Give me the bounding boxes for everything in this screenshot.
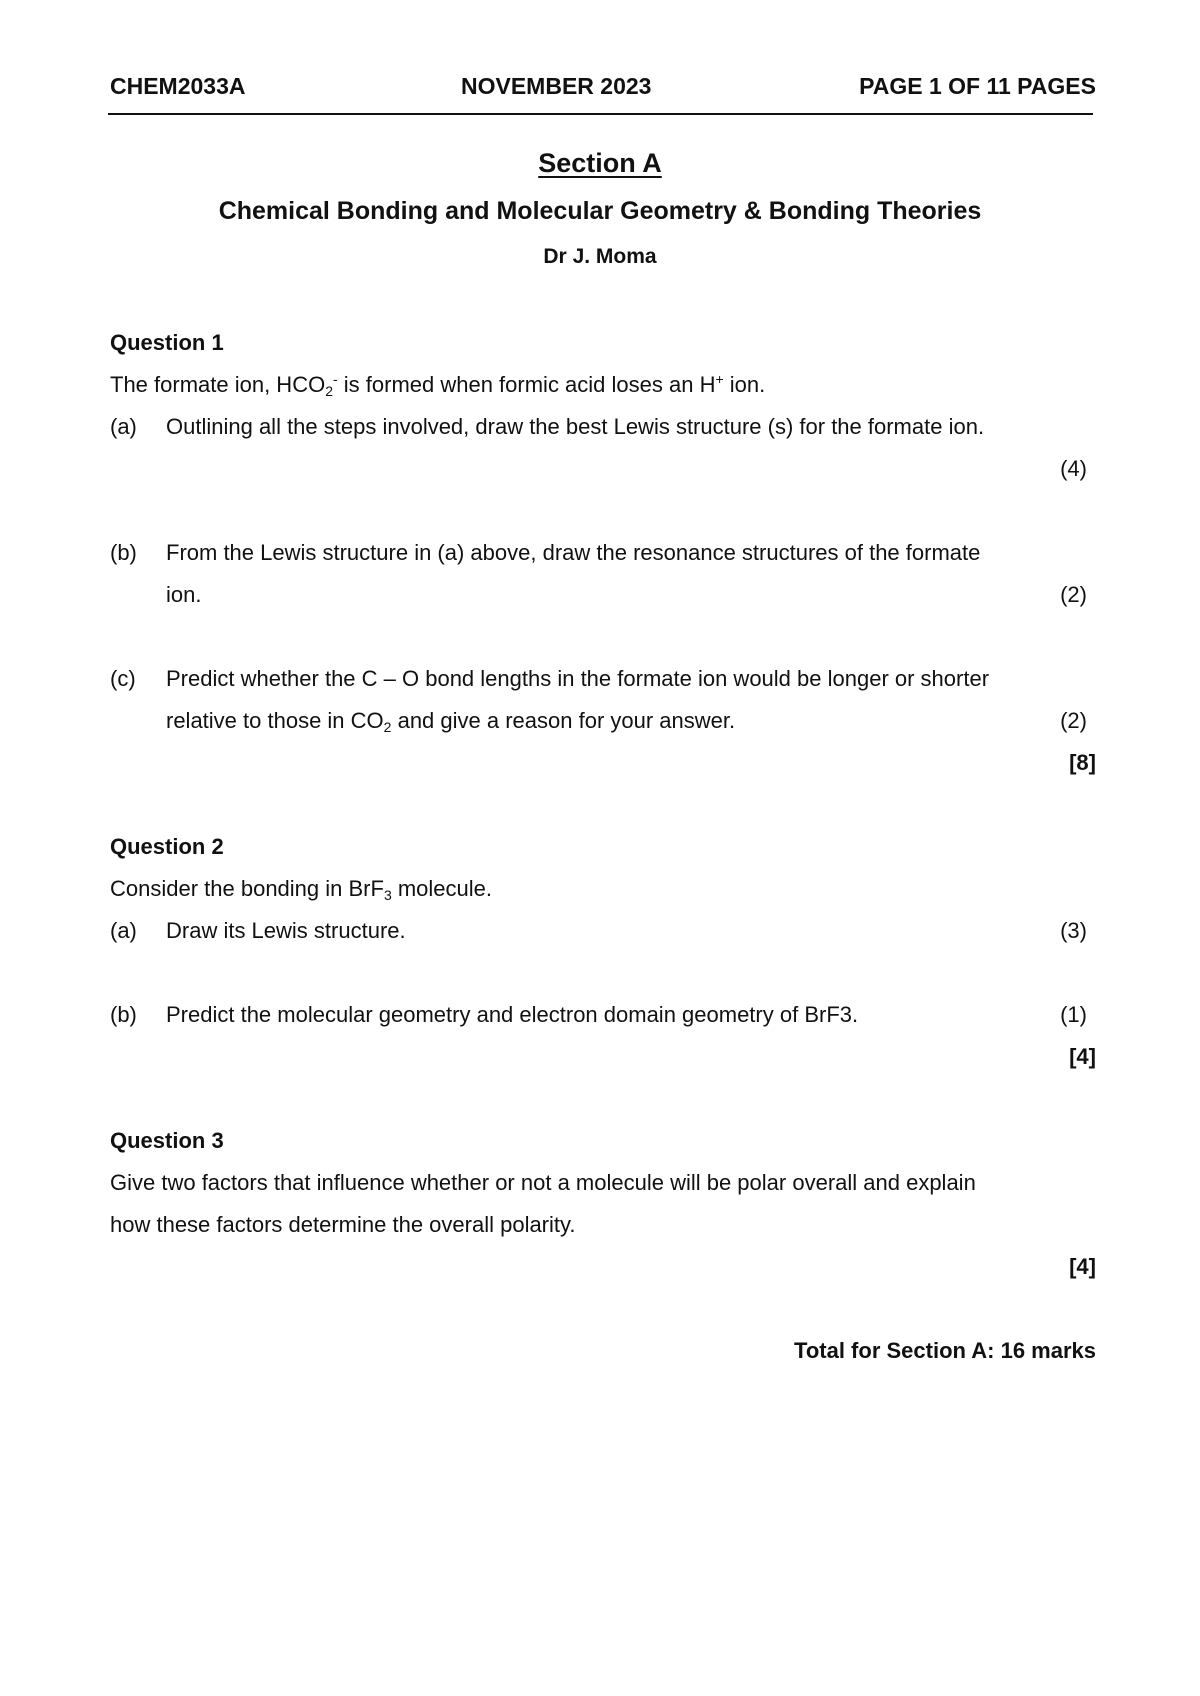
section-subtitle: Chemical Bonding and Molecular Geometry & Bonding Theories — [218, 197, 982, 225]
q1c-text-a: relative to those in CO — [166, 708, 384, 733]
q1b-text-line1: From the Lewis structure in (a) above, draw the resonance structures of the formate — [166, 540, 981, 565]
q2-total-marks: [4] — [1069, 1044, 1096, 1069]
q1-total-marks: [8] — [1069, 750, 1096, 775]
q3-text-line1: Give two factors that influence whether or not a molecule will be polar overall and explain — [110, 1170, 976, 1195]
section-title-text: Section A — [538, 148, 662, 178]
q1b-text-line2: ion. — [166, 582, 202, 607]
q1a-label: (a) — [110, 414, 137, 439]
q2b-label: (b) — [110, 1002, 137, 1027]
question-1-heading: Question 1 — [110, 330, 224, 355]
exam-date: NOVEMBER 2023 — [461, 73, 652, 99]
q1c-marks: (2) — [1060, 708, 1087, 733]
q1a-text: Outlining all the steps involved, draw the best Lewis structure (s) for the formate ion. — [166, 414, 985, 439]
section-title — [0, 147, 1200, 179]
q1-intro-sub: 2 — [325, 383, 333, 399]
q2b-text: Predict the molecular geometry and electron domain geometry of BrF3. — [166, 1002, 859, 1027]
question-3-heading: Question 3 — [110, 1128, 224, 1153]
q2-intro-a: Consider the bonding in BrF — [110, 876, 384, 901]
question-2-heading: Question 2 — [110, 834, 224, 859]
header-rule — [108, 113, 1093, 115]
q1-intro-a: The formate ion, HCO — [110, 372, 326, 397]
q1-intro-sup2: + — [715, 371, 724, 387]
question-1-intro — [110, 372, 765, 398]
section-author: Dr J. Moma — [543, 245, 657, 268]
q1-intro-b: is formed when formic acid loses an H — [337, 372, 716, 397]
q1b-label: (b) — [110, 540, 137, 565]
q2b-marks: (1) — [1060, 1002, 1087, 1027]
question-2-intro — [110, 876, 492, 902]
section-total: Total for Section A: 16 marks — [794, 1338, 1096, 1363]
q1-intro-sup: - — [332, 371, 338, 387]
q2-intro-b: molecule. — [391, 876, 493, 901]
q3-text-line2: how these factors determine the overall polarity. — [110, 1212, 576, 1237]
q1c-text-sub: 2 — [383, 719, 392, 735]
q2a-text: Draw its Lewis structure. — [166, 918, 406, 943]
q1c-label: (c) — [110, 666, 136, 691]
q2-intro-sub: 3 — [383, 887, 392, 903]
q2a-marks: (3) — [1060, 918, 1087, 943]
q1c-text-b: and give a reason for your answer. — [391, 708, 736, 733]
q2a-label: (a) — [110, 918, 137, 943]
q1c-text-line1: Predict whether the C – O bond lengths in the formate ion would be longer or shorter — [166, 666, 990, 691]
q1a-marks: (4) — [1060, 456, 1087, 481]
page-number: PAGE 1 OF 11 PAGES — [859, 73, 1096, 99]
q1-intro-c: ion. — [723, 372, 766, 397]
q1c-text-line2 — [166, 708, 735, 734]
q3-total-marks: [4] — [1069, 1254, 1096, 1279]
course-code: CHEM2033A — [110, 73, 246, 99]
q1b-marks: (2) — [1060, 582, 1087, 607]
